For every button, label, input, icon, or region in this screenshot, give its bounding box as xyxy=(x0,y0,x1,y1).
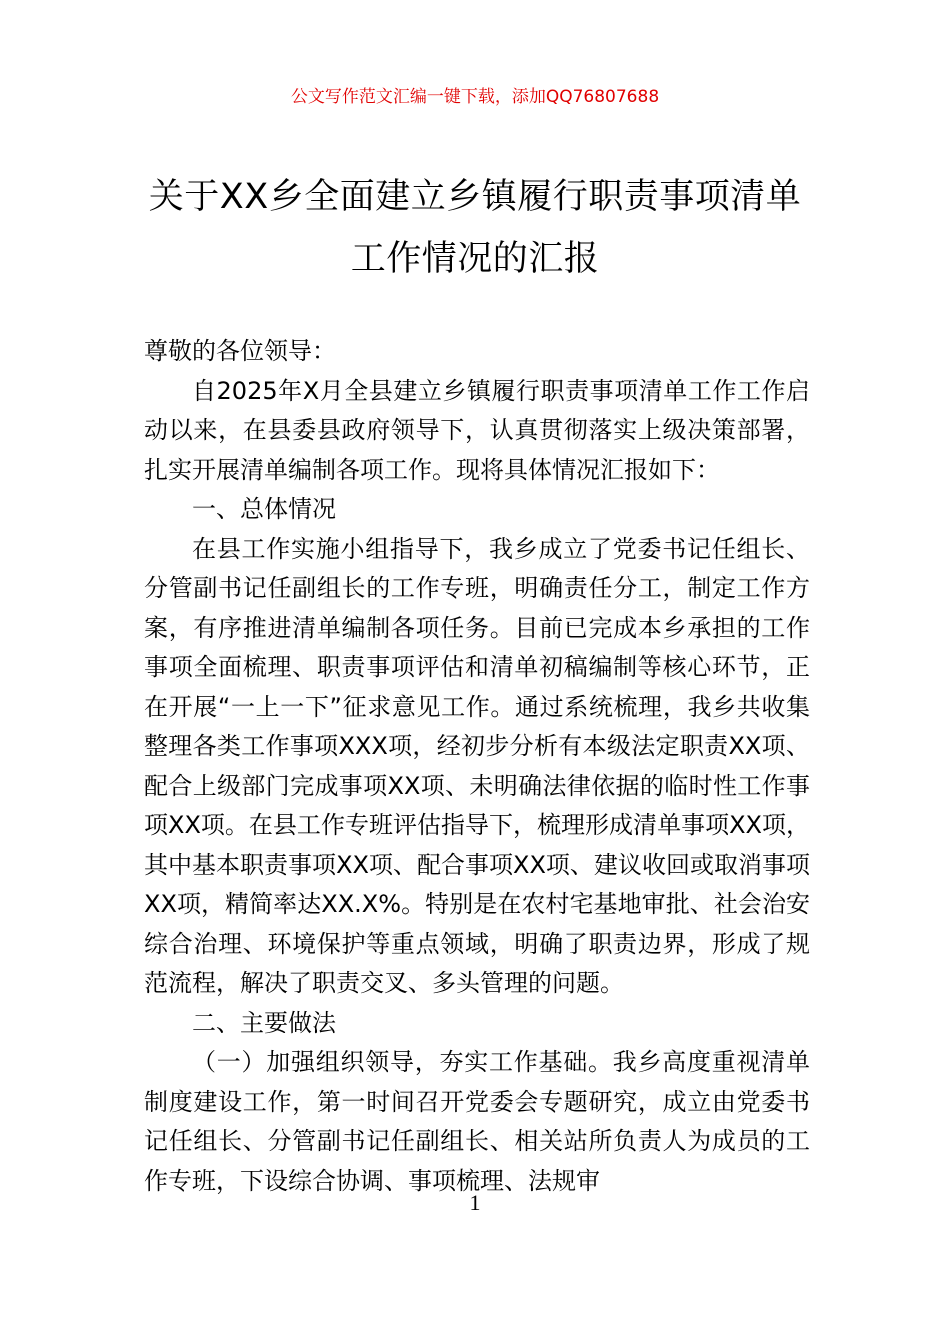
practices-paragraph-1: （一）加强组织领导，夯实工作基础。我乡高度重视清单制度建设工作，第一时间召开党委会专题研究，成立由党委书记任组长、分管副书记任副组长、相关站所负责人为成员的工作专班，下设综合协调、事项梳理、法规审 xyxy=(144,1048,810,1195)
intro-paragraph: 自2025年X月全县建立乡镇履行职责事项清单工作工作启动以来，在县委县政府领导下，认真贯彻落实上级决策部署，扎实开展清单编制各项工作。现将具体情况汇报如下： xyxy=(144,376,810,484)
page-number: 1 xyxy=(469,1190,481,1215)
title-line-1: 关于XX乡全面建立乡镇履行职责事项清单 xyxy=(148,177,802,217)
section-heading-practices: 二、主要做法 xyxy=(192,1008,336,1037)
salutation: 尊敬的各位领导： xyxy=(144,337,336,365)
document-body xyxy=(144,332,810,1201)
section-heading-overview: 一、总体情况 xyxy=(192,495,336,523)
overview-paragraph: 在县工作实施小组指导下，我乡成立了党委书记任组长、分管副书记任副组长的工作专班，明确责任分工，制定工作方案，有序推进清单编制各项任务。目前已完成本乡承担的工作事项全面梳理、职责事项评估和清单初稿编制等核心环节，正在开展“一上一下”征求意见工作。通过系统梳理，我乡共收集整理各类工作事项XXX项，经初步分析有本级法定职责XX项、配合上级部门完成事项XX项、未明确法律依据的临时性工作事项XX项。在县工作专班评估指导下，梳理形成清单事项XX项，其中基本职责事项XX项、配合事项XX项、建议收回或取消事项XX项，精简率达XX.X%。特别是在农村宅基地审批、社会治安综合治理、环境保护等重点领域，明确了职责边界，形成了规范流程，解决了职责交叉、多头管理的问题。 xyxy=(144,534,810,997)
download-banner: 公文写作范文汇编一键下载，添加QQ76807688 xyxy=(290,87,660,107)
title-line-2: 工作情况的汇报 xyxy=(350,239,600,279)
document-title xyxy=(110,166,840,290)
